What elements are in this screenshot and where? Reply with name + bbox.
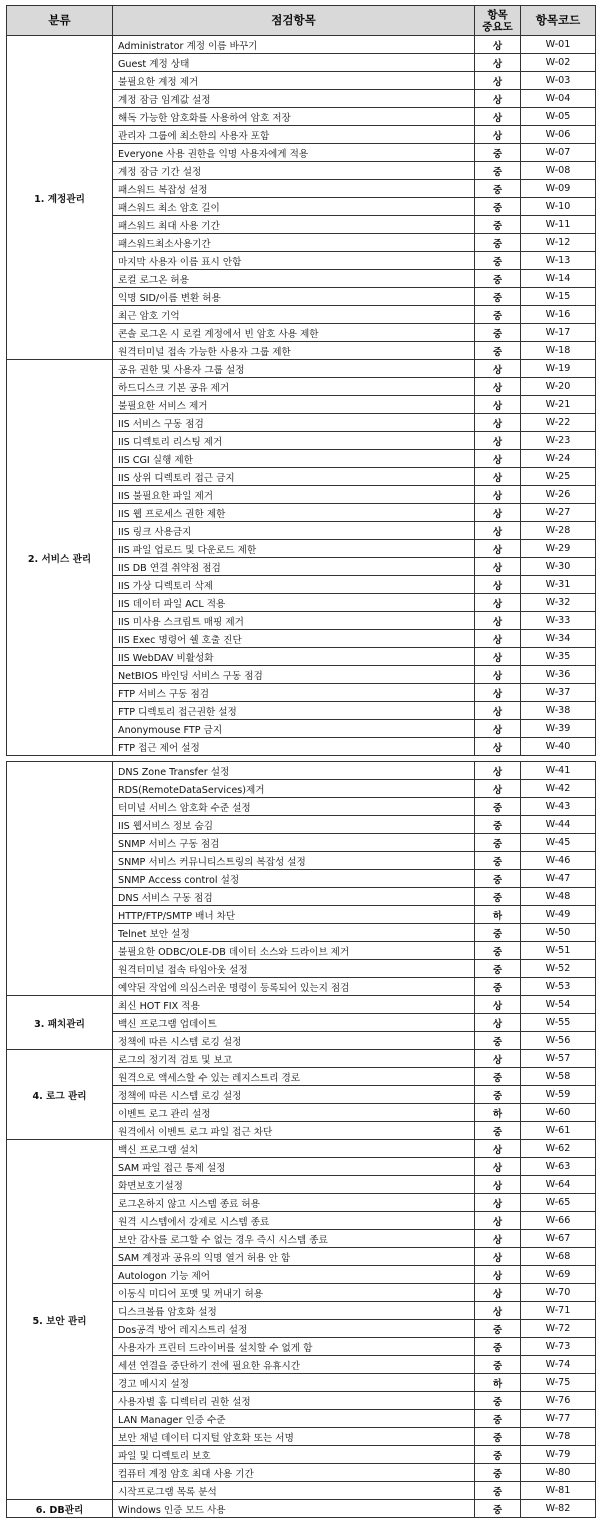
item-code-cell: W-58 [521,1068,596,1086]
check-item-cell: IIS 불필요한 파일 제거 [113,486,475,504]
importance-cell: 중 [475,1446,521,1464]
table-row [7,996,596,1014]
item-code-cell: W-51 [521,942,596,960]
importance-cell: 중 [475,324,521,342]
check-item-cell: RDS(RemoteDataServices)제거 [113,780,475,798]
check-item-cell: IIS WebDAV 비활성화 [113,648,475,666]
importance-cell: 중 [475,1410,521,1428]
item-code-cell: W-75 [521,1374,596,1392]
check-item-cell: FTP 접근 제어 설정 [113,738,475,756]
importance-cell: 상 [475,1302,521,1320]
check-item-cell: 마지막 사용자 이름 표시 안함 [113,252,475,270]
check-item-cell: Anonymouse FTP 금지 [113,720,475,738]
item-code-cell: W-30 [521,558,596,576]
item-code-cell: W-73 [521,1338,596,1356]
category-cell: 4. 로그 관리 [7,1050,113,1140]
importance-cell: 상 [475,1176,521,1194]
importance-cell: 중 [475,798,521,816]
check-item-cell: 화면보호기설정 [113,1176,475,1194]
item-code-cell: W-52 [521,960,596,978]
item-code-cell: W-76 [521,1392,596,1410]
item-code-cell: W-65 [521,1194,596,1212]
check-item-cell: NetBIOS 바인딩 서비스 구동 점검 [113,666,475,684]
item-code-cell: W-13 [521,252,596,270]
header-importance [475,6,521,36]
importance-cell: 상 [475,468,521,486]
importance-cell: 중 [475,1356,521,1374]
importance-cell: 중 [475,306,521,324]
item-code-cell: W-79 [521,1446,596,1464]
item-code-cell: W-16 [521,306,596,324]
check-item-cell: Everyone 사용 권한을 익명 사용자에게 적용 [113,144,475,162]
check-item-cell: Telnet 보안 설정 [113,924,475,942]
item-code-cell: W-35 [521,648,596,666]
header-importance-line2: 중요도 [482,20,513,33]
check-item-cell: 정책에 따른 시스템 로깅 설정 [113,1086,475,1104]
importance-cell: 상 [475,702,521,720]
importance-cell: 상 [475,432,521,450]
check-item-cell: 사용자가 프린터 드라이버를 설치할 수 없게 함 [113,1338,475,1356]
item-code-cell: W-15 [521,288,596,306]
check-item-cell: 터미널 서비스 암호화 수준 설정 [113,798,475,816]
item-code-cell: W-05 [521,108,596,126]
item-code-cell: W-42 [521,780,596,798]
category-cell: 3. 패치관리 [7,996,113,1050]
item-code-cell: W-43 [521,798,596,816]
item-code-cell: W-41 [521,762,596,780]
item-code-cell: W-38 [521,702,596,720]
importance-cell: 중 [475,1428,521,1446]
importance-cell: 중 [475,1320,521,1338]
item-code-cell: W-59 [521,1086,596,1104]
check-item-cell: IIS 웹 프로세스 권한 제한 [113,504,475,522]
importance-cell: 상 [475,630,521,648]
importance-cell: 상 [475,738,521,756]
check-item-cell: 백신 프로그램 업데이트 [113,1014,475,1032]
item-code-cell: W-12 [521,234,596,252]
importance-cell: 중 [475,960,521,978]
item-code-cell: W-11 [521,216,596,234]
item-code-cell: W-45 [521,834,596,852]
check-item-cell: 계정 잠금 임계값 설정 [113,90,475,108]
check-item-cell: DNS Zone Transfer 설정 [113,762,475,780]
item-code-cell: W-18 [521,342,596,360]
item-code-cell: W-23 [521,432,596,450]
importance-cell: 상 [475,36,521,54]
item-code-cell: W-62 [521,1140,596,1158]
importance-cell: 상 [475,396,521,414]
item-code-cell: W-32 [521,594,596,612]
check-item-cell: 공유 권한 및 사용자 그룹 설정 [113,360,475,378]
check-item-cell: Autologon 기능 제어 [113,1266,475,1284]
importance-cell: 상 [475,612,521,630]
checklist-body-part1 [7,36,596,756]
importance-cell: 상 [475,720,521,738]
check-item-cell: 예약된 작업에 의심스러운 명령이 등록되어 있는지 점검 [113,978,475,996]
check-item-cell: IIS 파일 업로드 및 다운로드 제한 [113,540,475,558]
item-code-cell: W-55 [521,1014,596,1032]
check-item-cell: 정책에 따른 시스템 로깅 설정 [113,1032,475,1050]
item-code-cell: W-80 [521,1464,596,1482]
importance-cell: 상 [475,576,521,594]
importance-cell: 상 [475,996,521,1014]
header-importance-line1: 항목 [487,8,508,21]
check-item-cell: 패스워드 최소 암호 길이 [113,198,475,216]
check-item-cell: 불필요한 계정 제거 [113,72,475,90]
check-item-cell: Guest 계정 상태 [113,54,475,72]
check-item-cell: IIS DB 연결 취약점 점검 [113,558,475,576]
checklist-table-part1 [6,5,596,756]
category-cell: 6. DB관리 [7,1500,113,1518]
importance-cell: 상 [475,558,521,576]
item-code-cell: W-06 [521,126,596,144]
importance-cell: 상 [475,378,521,396]
check-item-cell: IIS 웹서비스 정보 숨김 [113,816,475,834]
importance-cell: 상 [475,72,521,90]
item-code-cell: W-72 [521,1320,596,1338]
check-item-cell: 패스워드최소사용기간 [113,234,475,252]
item-code-cell: W-66 [521,1212,596,1230]
importance-cell: 상 [475,780,521,798]
item-code-cell: W-19 [521,360,596,378]
importance-cell: 중 [475,1464,521,1482]
check-item-cell: IIS 미사용 스크립트 매핑 제거 [113,612,475,630]
check-item-cell: 익명 SID/이름 변환 허용 [113,288,475,306]
item-code-cell: W-39 [521,720,596,738]
importance-cell: 중 [475,144,521,162]
item-code-cell: W-10 [521,198,596,216]
category-cell: 5. 보안 관리 [7,1140,113,1500]
item-code-cell: W-68 [521,1248,596,1266]
item-code-cell: W-44 [521,816,596,834]
importance-cell: 상 [475,1050,521,1068]
importance-cell: 중 [475,1032,521,1050]
check-item-cell: 원격으로 액세스할 수 있는 레지스트리 경로 [113,1068,475,1086]
importance-cell: 상 [475,1194,521,1212]
check-item-cell: SAM 계정과 공유의 익명 열거 허용 안 함 [113,1248,475,1266]
check-item-cell: IIS Exec 명령어 쉘 호출 진단 [113,630,475,648]
importance-cell: 중 [475,978,521,996]
importance-cell: 중 [475,870,521,888]
importance-cell: 중 [475,198,521,216]
check-item-cell: 로컬 로그온 허용 [113,270,475,288]
item-code-cell: W-49 [521,906,596,924]
importance-cell: 상 [475,90,521,108]
table-row [7,1140,596,1158]
item-code-cell: W-53 [521,978,596,996]
importance-cell: 중 [475,270,521,288]
importance-cell: 하 [475,1374,521,1392]
check-item-cell: IIS 서비스 구동 점검 [113,414,475,432]
importance-cell: 중 [475,234,521,252]
item-code-cell: W-48 [521,888,596,906]
item-code-cell: W-40 [521,738,596,756]
item-code-cell: W-81 [521,1482,596,1500]
check-item-cell: 파일 및 디렉토리 보호 [113,1446,475,1464]
check-item-cell: 하드디스크 기본 공유 제거 [113,378,475,396]
check-item-cell: 로그의 정기적 검토 및 보고 [113,1050,475,1068]
table-row [7,1050,596,1068]
importance-cell: 상 [475,1140,521,1158]
item-code-cell: W-20 [521,378,596,396]
item-code-cell: W-33 [521,612,596,630]
importance-cell: 상 [475,450,521,468]
item-code-cell: W-34 [521,630,596,648]
importance-cell: 상 [475,1266,521,1284]
check-item-cell: SNMP Access control 설정 [113,870,475,888]
item-code-cell: W-17 [521,324,596,342]
item-code-cell: W-71 [521,1302,596,1320]
item-code-cell: W-63 [521,1158,596,1176]
check-item-cell: DNS 서비스 구동 점검 [113,888,475,906]
check-item-cell: HTTP/FTP/SMTP 배너 차단 [113,906,475,924]
check-item-cell: 패스워드 최대 사용 기간 [113,216,475,234]
item-code-cell: W-26 [521,486,596,504]
check-item-cell: Administrator 계정 이름 바꾸기 [113,36,475,54]
item-code-cell: W-31 [521,576,596,594]
check-item-cell: 원격 시스템에서 강제로 시스템 종료 [113,1212,475,1230]
importance-cell: 중 [475,216,521,234]
importance-cell: 중 [475,162,521,180]
item-code-cell: W-03 [521,72,596,90]
importance-cell: 중 [475,1482,521,1500]
importance-cell: 하 [475,906,521,924]
importance-cell: 중 [475,1086,521,1104]
importance-cell: 중 [475,252,521,270]
category-cell: 1. 계정관리 [7,36,113,360]
category-cell [7,762,113,996]
item-code-cell: W-74 [521,1356,596,1374]
importance-cell: 상 [475,1212,521,1230]
check-item-cell: 관리자 그룹에 최소한의 사용자 포함 [113,126,475,144]
item-code-cell: W-70 [521,1284,596,1302]
check-item-cell: IIS 가상 디렉토리 삭제 [113,576,475,594]
importance-cell: 상 [475,762,521,780]
importance-cell: 상 [475,108,521,126]
check-item-cell: Windows 인증 모드 사용 [113,1500,475,1518]
checklist-table-part2 [6,761,596,1518]
importance-cell: 상 [475,540,521,558]
check-item-cell: FTP 서비스 구동 점검 [113,684,475,702]
importance-cell: 상 [475,1284,521,1302]
check-item-cell: IIS 상위 디렉토리 접근 금지 [113,468,475,486]
importance-cell: 상 [475,504,521,522]
importance-cell: 중 [475,1392,521,1410]
table-row [7,36,596,54]
check-item-cell: Dos공격 방어 레지스트리 설정 [113,1320,475,1338]
check-item-cell: 불필요한 ODBC/OLE-DB 데이터 소스와 드라이브 제거 [113,942,475,960]
item-code-cell: W-28 [521,522,596,540]
item-code-cell: W-47 [521,870,596,888]
importance-cell: 중 [475,924,521,942]
item-code-cell: W-29 [521,540,596,558]
check-item-cell: 원격터미널 접속 가능한 사용자 그룹 제한 [113,342,475,360]
importance-cell: 상 [475,360,521,378]
importance-cell: 중 [475,1338,521,1356]
importance-cell: 하 [475,1104,521,1122]
item-code-cell: W-02 [521,54,596,72]
check-item-cell: 최신 HOT FIX 적용 [113,996,475,1014]
item-code-cell: W-67 [521,1230,596,1248]
importance-cell: 상 [475,684,521,702]
item-code-cell: W-24 [521,450,596,468]
item-code-cell: W-69 [521,1266,596,1284]
item-code-cell: W-01 [521,36,596,54]
check-item-cell: LAN Manager 인증 수준 [113,1410,475,1428]
importance-cell: 중 [475,180,521,198]
item-code-cell: W-09 [521,180,596,198]
importance-cell: 상 [475,54,521,72]
item-code-cell: W-27 [521,504,596,522]
check-item-cell: IIS 데이터 파일 ACL 적용 [113,594,475,612]
importance-cell: 중 [475,1500,521,1518]
check-item-cell: IIS 링크 사용금지 [113,522,475,540]
table-row [7,762,596,780]
header-category: 분류 [7,6,113,36]
table-row [7,360,596,378]
checklist-document [6,5,595,1518]
check-item-cell: IIS 디렉토리 리스팅 제거 [113,432,475,450]
check-item-cell: 세션 연결을 중단하기 전에 필요한 유휴시간 [113,1356,475,1374]
importance-cell: 중 [475,1122,521,1140]
item-code-cell: W-04 [521,90,596,108]
importance-cell: 중 [475,888,521,906]
item-code-cell: W-07 [521,144,596,162]
importance-cell: 상 [475,648,521,666]
checklist-body-part2 [7,762,596,1518]
header-item: 점검항목 [113,6,475,36]
item-code-cell: W-78 [521,1428,596,1446]
check-item-cell: 보안 감사를 로그할 수 없는 경우 즉시 시스템 종료 [113,1230,475,1248]
item-code-cell: W-57 [521,1050,596,1068]
check-item-cell: FTP 디렉토리 접근권한 설정 [113,702,475,720]
check-item-cell: 이벤트 로그 관리 설정 [113,1104,475,1122]
check-item-cell: SNMP 서비스 커뮤니티스트링의 복잡성 설정 [113,852,475,870]
item-code-cell: W-08 [521,162,596,180]
importance-cell: 중 [475,834,521,852]
check-item-cell: 보안 채널 데이터 디지털 암호화 또는 서명 [113,1428,475,1446]
item-code-cell: W-56 [521,1032,596,1050]
check-item-cell: 컴퓨터 계정 암호 최대 사용 기간 [113,1464,475,1482]
check-item-cell: 최근 암호 기억 [113,306,475,324]
check-item-cell: 불필요한 서비스 제거 [113,396,475,414]
item-code-cell: W-22 [521,414,596,432]
check-item-cell: 원격에서 이벤트 로그 파일 접근 차단 [113,1122,475,1140]
check-item-cell: 로그온하지 않고 시스템 종료 허용 [113,1194,475,1212]
check-item-cell: IIS CGI 실행 제한 [113,450,475,468]
item-code-cell: W-64 [521,1176,596,1194]
item-code-cell: W-60 [521,1104,596,1122]
check-item-cell: 시작프로그램 목록 분석 [113,1482,475,1500]
item-code-cell: W-25 [521,468,596,486]
importance-cell: 상 [475,1248,521,1266]
importance-cell: 중 [475,342,521,360]
item-code-cell: W-77 [521,1410,596,1428]
header-code: 항목코드 [521,6,596,36]
importance-cell: 중 [475,816,521,834]
importance-cell: 상 [475,594,521,612]
header-row [7,6,596,36]
item-code-cell: W-14 [521,270,596,288]
check-item-cell: 백신 프로그램 설치 [113,1140,475,1158]
check-item-cell: 계정 잠금 기간 설정 [113,162,475,180]
check-item-cell: 디스크볼륨 암호화 설정 [113,1302,475,1320]
importance-cell: 중 [475,288,521,306]
item-code-cell: W-82 [521,1500,596,1518]
item-code-cell: W-36 [521,666,596,684]
table-row [7,1500,596,1518]
check-item-cell: 해독 가능한 암호화를 사용하여 암호 저장 [113,108,475,126]
importance-cell: 중 [475,1068,521,1086]
importance-cell: 상 [475,1230,521,1248]
item-code-cell: W-54 [521,996,596,1014]
importance-cell: 상 [475,414,521,432]
check-item-cell: 원격터미널 접속 타임아웃 설정 [113,960,475,978]
item-code-cell: W-21 [521,396,596,414]
category-cell: 2. 서비스 관리 [7,360,113,756]
check-item-cell: SAM 파일 접근 통제 설정 [113,1158,475,1176]
check-item-cell: SNMP 서비스 구동 점검 [113,834,475,852]
importance-cell: 상 [475,1014,521,1032]
check-item-cell: 이동식 미디어 포맷 및 꺼내기 허용 [113,1284,475,1302]
check-item-cell: 콘솔 로그온 시 로컬 계정에서 빈 암호 사용 제한 [113,324,475,342]
item-code-cell: W-37 [521,684,596,702]
check-item-cell: 패스워드 복잡성 설정 [113,180,475,198]
importance-cell: 중 [475,942,521,960]
importance-cell: 상 [475,666,521,684]
item-code-cell: W-50 [521,924,596,942]
check-item-cell: 사용자별 홈 디렉터리 권한 설정 [113,1392,475,1410]
check-item-cell: 경고 메시지 설정 [113,1374,475,1392]
item-code-cell: W-61 [521,1122,596,1140]
importance-cell: 상 [475,522,521,540]
item-code-cell: W-46 [521,852,596,870]
importance-cell: 상 [475,486,521,504]
importance-cell: 상 [475,126,521,144]
importance-cell: 중 [475,852,521,870]
importance-cell: 상 [475,1158,521,1176]
